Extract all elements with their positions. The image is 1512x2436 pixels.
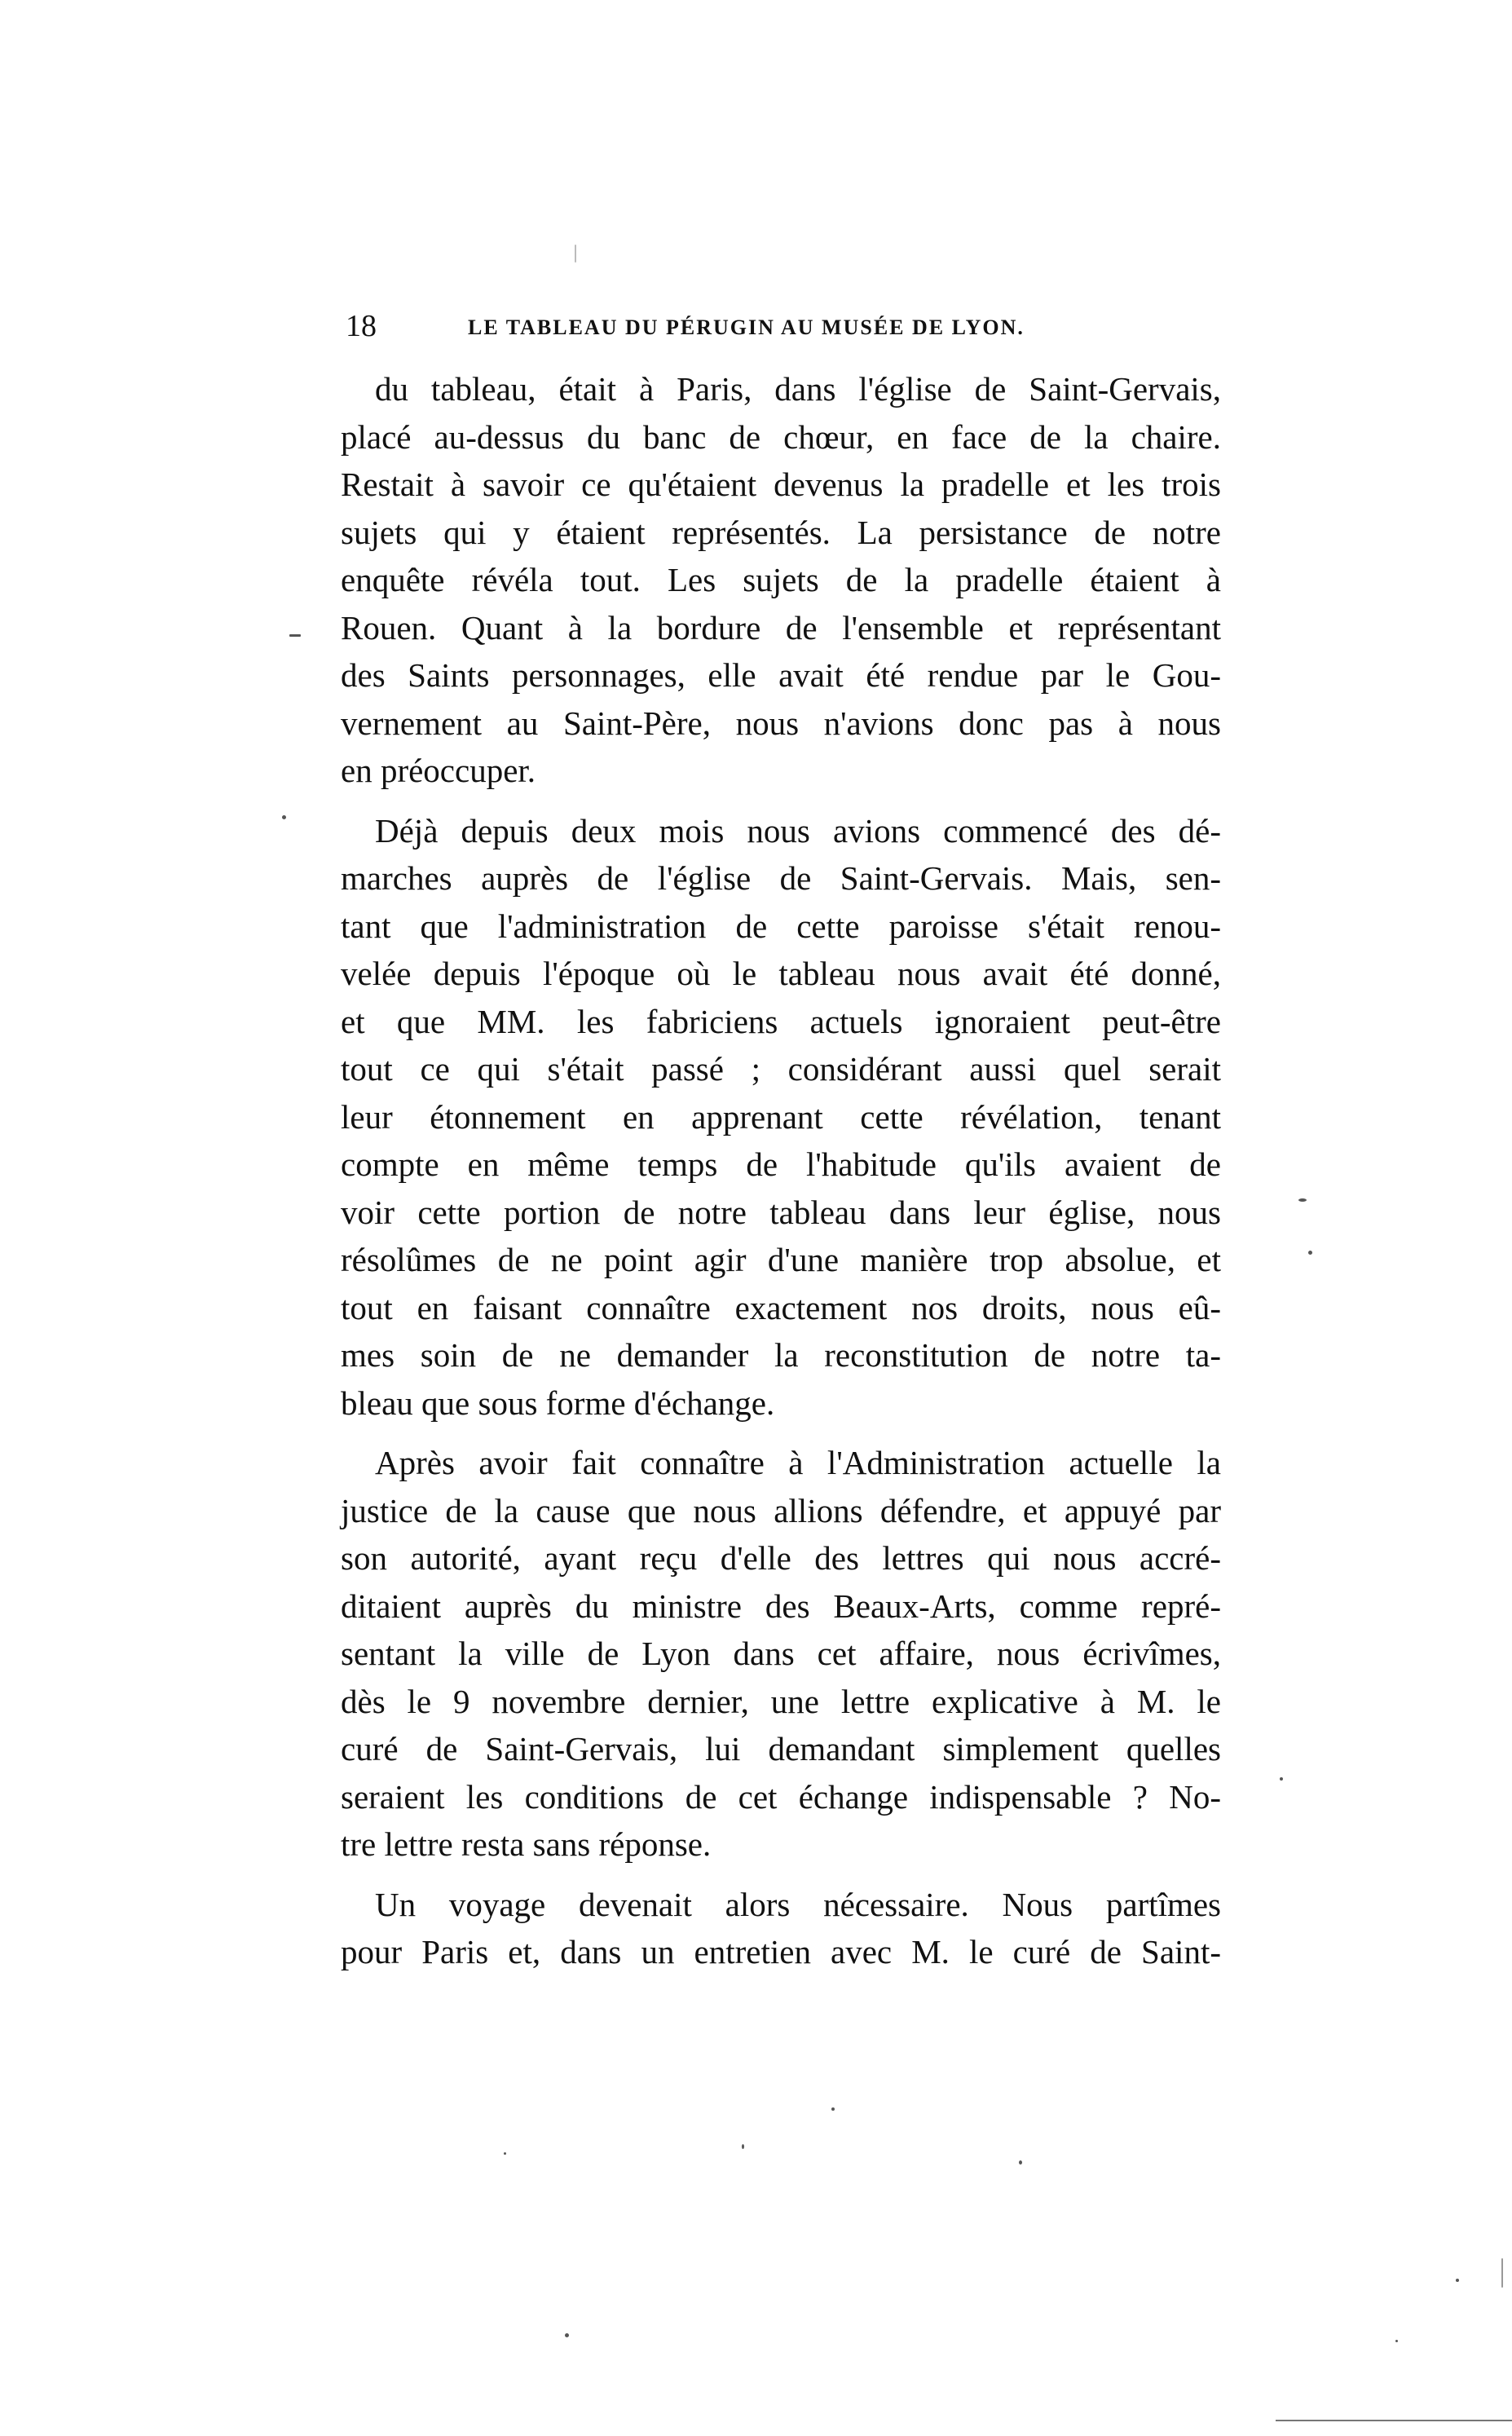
text-line: tout ce qui s'était passé ; considérant aussi quel serait xyxy=(341,1050,1221,1088)
scan-speck xyxy=(1298,1198,1307,1202)
text-line: ditaient auprès du ministre des Beaux-Arts, comme repré- xyxy=(341,1586,1221,1625)
text-line: son autorité, ayant reçu d'elle des lettres qui nous accré- xyxy=(341,1539,1221,1577)
text-line: Après avoir fait connaître à l'Administration actuelle la xyxy=(375,1444,1221,1481)
text-line: compte en même temps de l'habitude qu'ils avaient de xyxy=(341,1145,1221,1183)
text-line: enquête révéla tout. Les sujets de la pradelle étaient à xyxy=(341,561,1221,598)
text-line: placé au-dessus du banc de chœur, en face de la chaire. xyxy=(341,417,1221,456)
text-line: voir cette portion de notre tableau dans leur église, nous xyxy=(341,1193,1221,1231)
text-line: curé de Saint-Gervais, lui demandant simplement quelles xyxy=(341,1730,1221,1767)
text-line: résolûmes de ne point agir d'une manière trop absolue, et xyxy=(341,1241,1221,1278)
text-line: du tableau, était à Paris, dans l'église de Saint-Gervais, xyxy=(375,370,1221,408)
paragraph xyxy=(341,365,1221,795)
paragraph xyxy=(341,1439,1221,1869)
scan-speck xyxy=(282,815,286,819)
running-title: LE TABLEAU DU PÉRUGIN AU MUSÉE DE LYON. xyxy=(468,316,1025,339)
text-line: mes soin de ne demander la reconstitution de notre ta- xyxy=(341,1336,1221,1374)
scan-speck xyxy=(575,245,576,263)
page-number: 18 xyxy=(346,309,377,343)
text-line: Un voyage devenait alors nécessaire. Nous partîmes xyxy=(375,1885,1221,1923)
text-line: Restait à savoir ce qu'étaient devenus la pradelle et les trois xyxy=(341,466,1221,503)
text-line: bleau que sous forme d'échange. xyxy=(341,1383,775,1422)
scan-speck xyxy=(1280,1777,1283,1781)
text-line: pour Paris et, dans un entretien avec M. le curé de Saint- xyxy=(341,1933,1221,1970)
text-line: leur étonnement en apprenant cette révélation, tenant xyxy=(341,1097,1221,1136)
scan-speck xyxy=(1456,2279,1459,2282)
scan-speck xyxy=(1395,2340,1398,2342)
scan-speck xyxy=(742,2144,744,2149)
scan-speck xyxy=(289,634,301,637)
scan-speck xyxy=(1501,2258,1503,2288)
paragraph xyxy=(341,807,1221,1428)
text-line: velée depuis l'époque où le tableau nous avait été donné, xyxy=(341,955,1221,992)
paragraph xyxy=(341,1881,1221,1976)
scan-speck xyxy=(1019,2160,1022,2165)
running-head xyxy=(346,303,1226,352)
text-line: marches auprès de l'église de Saint-Gervais. Mais, sen- xyxy=(341,859,1221,897)
text-line: en préoccuper. xyxy=(341,752,536,789)
scan-speck xyxy=(504,2152,506,2155)
scan-speck xyxy=(1308,1251,1312,1255)
text-line: Déjà depuis deux mois nous avions commencé des dé- xyxy=(375,811,1221,850)
text-line: sujets qui y étaient représentés. La persistance de notre xyxy=(341,513,1221,551)
text-line: tout en faisant connaître exactement nos droits, nous eû- xyxy=(341,1288,1221,1326)
text-line: seraient les conditions de cet échange indispensable ? No- xyxy=(341,1777,1221,1816)
scan-speck xyxy=(831,2107,835,2111)
text-line: et que MM. les fabriciens actuels ignoraient peut-être xyxy=(341,1002,1221,1040)
text-line: Rouen. Quant à la bordure de l'ensemble et représentant xyxy=(341,608,1221,647)
text-line: tre lettre resta sans réponse. xyxy=(341,1825,712,1863)
text-line: sentant la ville de Lyon dans cet affaire, nous écrivîmes, xyxy=(341,1635,1221,1672)
text-line: justice de la cause que nous allions défendre, et appuyé par xyxy=(341,1491,1221,1529)
body-text xyxy=(341,365,1221,1988)
text-line: vernement au Saint-Père, nous n'avions donc pas à nous xyxy=(341,704,1221,742)
text-line: tant que l'administration de cette paroisse s'était renou- xyxy=(341,907,1221,945)
text-line: dès le 9 novembre dernier, une lettre explicative à M. le xyxy=(341,1682,1221,1720)
scan-speck xyxy=(1276,2420,1512,2421)
scan-speck xyxy=(565,2333,569,2337)
text-line: des Saints personnages, elle avait été rendue par le Gou- xyxy=(341,656,1221,694)
